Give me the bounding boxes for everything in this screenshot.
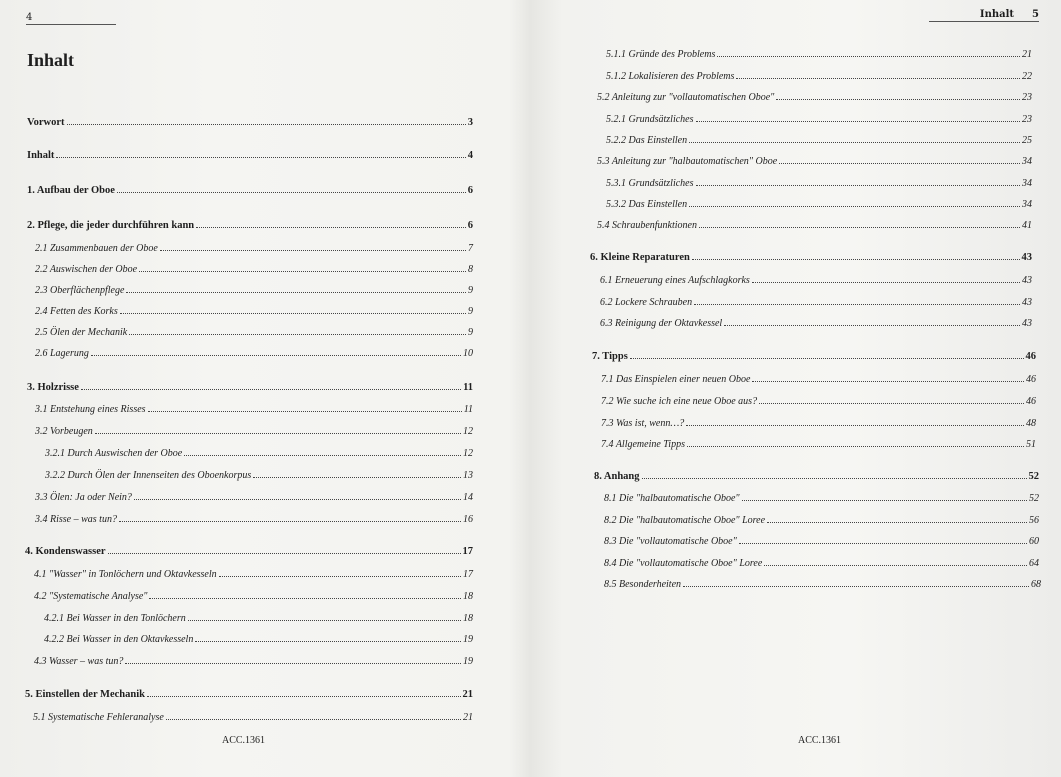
toc-page: 12 — [463, 448, 473, 459]
toc-label: 6.1 Erneuerung eines Aufschlagkorks — [600, 275, 750, 286]
toc-page: 9 — [468, 327, 473, 338]
toc-label: 2. Pflege, die jeder durchführen kann — [27, 220, 195, 231]
toc-page: 34 — [1022, 199, 1032, 210]
toc-page: 6 — [467, 220, 473, 231]
toc-page: 46 — [1026, 396, 1036, 407]
toc-entry[interactable] — [590, 251, 1032, 264]
toc-entry[interactable] — [25, 688, 473, 701]
page-title: Inhalt — [27, 50, 75, 70]
toc-entry[interactable] — [34, 568, 473, 581]
toc-label: 6.2 Lockere Schrauben — [600, 297, 693, 308]
toc-page: 21 — [462, 689, 473, 700]
toc-label: 2.2 Auswischen der Oboe — [35, 264, 138, 275]
toc-label: 1. Aufbau der Oboe — [27, 185, 115, 196]
toc-label: 7.2 Wie suche ich eine neue Oboe aus? — [601, 396, 758, 407]
toc-label: 5. Einstellen der Mechanik — [25, 689, 145, 700]
toc-page: 11 — [463, 404, 473, 415]
toc-label: 5.1.1 Gründe des Problems — [606, 49, 716, 60]
toc-label: 2.3 Oberflächenpflege — [35, 285, 125, 296]
toc-page: 16 — [463, 514, 473, 525]
left-footer: ACC.1361 — [222, 735, 266, 746]
toc-page: 14 — [463, 492, 473, 503]
toc-entry[interactable] — [44, 612, 473, 625]
toc-page: 9 — [468, 285, 473, 296]
toc-label: 3.2.2 Durch Ölen der Innenseiten des Oboenkorpus — [45, 470, 252, 481]
toc-entry[interactable] — [606, 134, 1032, 147]
toc-entry[interactable] — [35, 491, 473, 504]
toc-page: 17 — [462, 546, 473, 557]
toc-label: 6.3 Reinigung der Oktavkessel — [600, 318, 723, 329]
toc-page: 17 — [463, 569, 473, 580]
toc-page: 52 — [1028, 471, 1039, 482]
toc-entry[interactable] — [44, 633, 473, 646]
toc-entry[interactable] — [592, 350, 1036, 363]
toc-entry[interactable] — [601, 373, 1036, 386]
toc-label: 8.4 Die "vollautomatische Oboe" Loree — [604, 558, 763, 569]
toc-page: 48 — [1026, 418, 1036, 429]
toc-label: 5.2 Anleitung zur "vollautomatischen Oboe" — [597, 92, 775, 103]
toc-entry[interactable] — [594, 470, 1039, 483]
toc-label: 5.4 Schraubenfunktionen — [597, 220, 697, 231]
toc-entry[interactable] — [604, 557, 1039, 570]
toc-label: 4.2.2 Bei Wasser in den Oktavkesseln — [44, 634, 194, 645]
toc-page: 18 — [463, 613, 473, 624]
toc-label: 4.1 "Wasser" in Tonlöchern und Oktavkesseln — [34, 569, 217, 580]
toc-page: 12 — [463, 426, 473, 437]
toc-label: 5.3.1 Grundsätzliches — [606, 178, 694, 189]
toc-entry[interactable] — [601, 438, 1036, 451]
toc-page: 43 — [1022, 297, 1032, 308]
toc-label: 6. Kleine Reparaturen — [590, 252, 690, 263]
toc-entry[interactable] — [45, 447, 473, 460]
toc-entry[interactable] — [597, 155, 1032, 168]
toc-page: 46 — [1026, 374, 1036, 385]
toc-page: 51 — [1026, 439, 1036, 450]
toc-page: 23 — [1022, 92, 1032, 103]
toc-label: 5.2.1 Grundsätzliches — [606, 114, 694, 125]
toc-entry[interactable] — [35, 326, 473, 339]
toc-entry[interactable] — [27, 219, 473, 232]
toc-label: 3.3 Ölen: Ja oder Nein? — [35, 492, 132, 503]
left-page-number: 4 — [26, 12, 116, 25]
toc-label: 5.2.2 Das Einstellen — [606, 135, 688, 146]
toc-label: 3. Holzrisse — [27, 382, 79, 393]
toc-page: 21 — [463, 712, 473, 723]
toc-entry[interactable] — [597, 91, 1032, 104]
toc-label: 8.3 Die "vollautomatische Oboe" — [604, 536, 737, 547]
toc-entry[interactable] — [34, 590, 473, 603]
toc-label: 5.3.2 Das Einstellen — [606, 199, 688, 210]
toc-entry[interactable] — [45, 469, 473, 482]
toc-entry[interactable] — [604, 578, 1041, 591]
toc-label: 7.4 Allgemeine Tipps — [601, 439, 685, 450]
toc-label: 8.1 Die "halbautomatische Oboe" — [604, 493, 740, 504]
toc-entry[interactable] — [27, 381, 473, 394]
toc-page: 25 — [1022, 135, 1032, 146]
toc-label: 2.1 Zusammenbauen der Oboe — [35, 243, 158, 254]
toc-entry[interactable] — [35, 403, 473, 416]
toc-page: 41 — [1022, 220, 1032, 231]
toc-label: 4.3 Wasser – was tun? — [34, 656, 124, 667]
right-header — [929, 9, 1039, 22]
toc-label: 2.6 Lagerung — [35, 348, 89, 359]
toc-label: 8.2 Die "halbautomatische Oboe" Loree — [604, 515, 766, 526]
toc-entry[interactable] — [35, 347, 473, 360]
toc-entry[interactable] — [597, 219, 1032, 232]
toc-entry[interactable] — [601, 395, 1036, 408]
toc-page: 18 — [463, 591, 473, 602]
toc-page: 56 — [1029, 515, 1039, 526]
left-page — [0, 0, 520, 777]
toc-label: 3.4 Risse – was tun? — [35, 514, 117, 525]
toc-page: 52 — [1029, 493, 1039, 504]
toc-label: 3.2 Vorbeugen — [35, 426, 93, 437]
toc-page: 43 — [1022, 275, 1032, 286]
toc-entry[interactable] — [27, 149, 473, 162]
toc-entry[interactable] — [600, 274, 1032, 287]
toc-entry[interactable] — [604, 514, 1039, 527]
right-page-number: 5 — [1032, 9, 1039, 20]
toc-label: 7. Tipps — [592, 351, 628, 362]
toc-entry[interactable] — [600, 317, 1032, 330]
toc-page: 60 — [1029, 536, 1039, 547]
header-title: Inhalt — [979, 9, 1015, 20]
toc-page: 43 — [1021, 252, 1032, 263]
toc-entry[interactable] — [35, 242, 473, 255]
toc-page: 11 — [463, 382, 473, 393]
toc-entry[interactable] — [606, 113, 1032, 126]
toc-page: 19 — [463, 634, 473, 645]
toc-page: 22 — [1022, 71, 1032, 82]
toc-page: 34 — [1022, 178, 1032, 189]
toc-entry[interactable] — [33, 711, 473, 724]
toc-label: 3.2.1 Durch Auswischen der Oboe — [45, 448, 183, 459]
toc-page: 7 — [468, 243, 473, 254]
toc-entry[interactable] — [601, 417, 1036, 430]
toc-page: 6 — [467, 185, 473, 196]
right-page — [530, 0, 1061, 777]
toc-entry[interactable] — [606, 70, 1032, 83]
toc-entry[interactable] — [600, 296, 1032, 309]
toc-entry[interactable] — [606, 177, 1032, 190]
toc-page: 10 — [463, 348, 473, 359]
toc-entry[interactable] — [25, 545, 473, 558]
toc-page: 68 — [1031, 579, 1041, 590]
toc-label: Vorwort — [27, 117, 65, 128]
toc-label: 3.1 Entstehung eines Risses — [35, 404, 146, 415]
toc-entry[interactable] — [606, 198, 1032, 211]
toc-entry[interactable] — [604, 535, 1039, 548]
toc-label: 5.1.2 Lokalisieren des Problems — [606, 71, 735, 82]
toc-label: 5.3 Anleitung zur "halbautomatischen" Oboe — [597, 156, 778, 167]
toc-entry[interactable] — [27, 184, 473, 197]
toc-label: 8.5 Besonderheiten — [604, 579, 682, 590]
toc-page: 4 — [467, 150, 473, 161]
toc-page: 23 — [1022, 114, 1032, 125]
toc-entry[interactable] — [35, 263, 473, 276]
toc-entry[interactable] — [606, 48, 1032, 61]
toc-entry[interactable] — [35, 284, 473, 297]
toc-page: 64 — [1029, 558, 1039, 569]
toc-entry[interactable] — [35, 425, 473, 438]
toc-page: 13 — [463, 470, 473, 481]
toc-page: 3 — [467, 117, 473, 128]
toc-label: 7.3 Was ist, wenn…? — [601, 418, 685, 429]
toc-page: 21 — [1022, 49, 1032, 60]
toc-label: 5.1 Systematische Fehleranalyse — [33, 712, 164, 723]
toc-page: 9 — [468, 306, 473, 317]
toc-label: 2.5 Ölen der Mechanik — [35, 327, 128, 338]
toc-label: 4. Kondenswasser — [25, 546, 106, 557]
toc-entry[interactable] — [604, 492, 1039, 505]
toc-page: 43 — [1022, 318, 1032, 329]
toc-label: Inhalt — [27, 150, 55, 161]
toc-label: 8. Anhang — [594, 471, 640, 482]
toc-label: 4.2 "Systematische Analyse" — [34, 591, 148, 602]
toc-page: 19 — [463, 656, 473, 667]
right-footer: ACC.1361 — [798, 735, 842, 746]
toc-page: 8 — [468, 264, 473, 275]
toc-entry[interactable] — [27, 116, 473, 129]
toc-entry[interactable] — [34, 655, 473, 668]
toc-entry[interactable] — [35, 513, 473, 526]
toc-label: 2.4 Fetten des Korks — [35, 306, 118, 317]
toc-label: 4.2.1 Bei Wasser in den Tonlöchern — [44, 613, 186, 624]
toc-page: 34 — [1022, 156, 1032, 167]
toc-entry[interactable] — [35, 305, 473, 318]
toc-page: 46 — [1025, 351, 1036, 362]
toc-label: 7.1 Das Einspielen einer neuen Oboe — [601, 374, 751, 385]
